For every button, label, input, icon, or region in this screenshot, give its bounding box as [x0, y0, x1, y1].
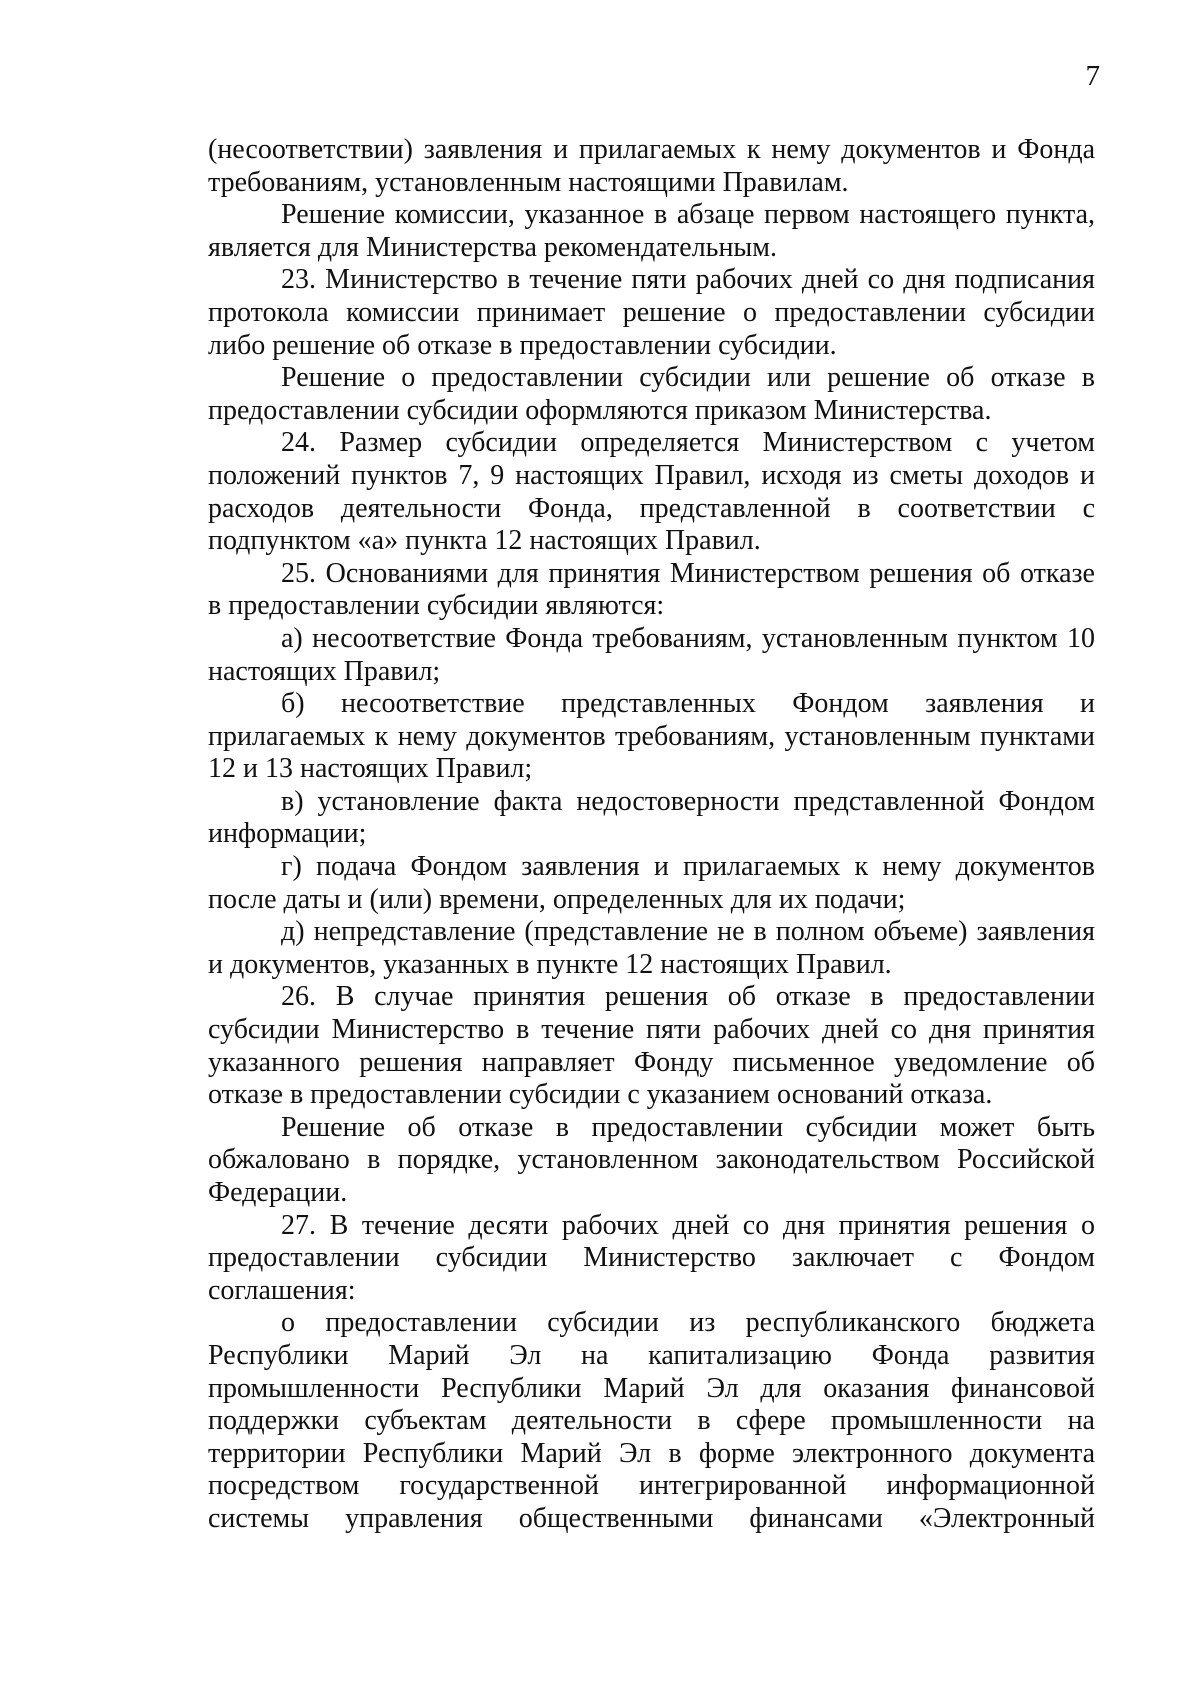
document-body: [208, 134, 1095, 1536]
paragraph-item-23: 23. Министерство в течение пяти рабочих дней со дня подписания протокола комиссии принимает решение о предоставлении субсидии либо решение об отказе в предоставлении субсидии.: [208, 264, 1095, 361]
paragraph-item-27: 27. В течение десяти рабочих дней со дня принятия решения о предоставлении субсидии Министерство заключает с Фондом соглашения:: [208, 1209, 1095, 1306]
paragraph-agreement: о предоставлении субсидии из республиканского бюджета Республики Марий Эл на капитализацию Фонда развития промышленности Республики Марий Эл для оказания финансовой поддержки субъектам деятельности в сфере промышленности на территории Республики Марий Эл в форме электронного документа посредством государственной интегрированной информационной системы управления общественными финансами «Электронный: [208, 1307, 1095, 1534]
paragraph-item-26: 26. В случае принятия решения об отказе в предоставлении субсидии Министерство в течение пяти рабочих дней со дня принятия указанного решения направляет Фонду письменное уведомление об отказе в предоставлении субсидии с указанием оснований отказа.: [208, 981, 1095, 1111]
paragraph-commission-decision: Решение комиссии, указанное в абзаце первом настоящего пункта, является для Министерства рекомендательным.: [208, 199, 1095, 263]
paragraph-subitem-a: а) несоответствие Фонда требованиям, установленным пунктом 10 настоящих Правил;: [208, 622, 1095, 687]
paragraph-subitem-d: д) непредставление (представление не в полном объеме) заявления и документов, указанных в пункте 12 настоящих Правил.: [208, 916, 1095, 980]
paragraph-subitem-b: б) несоответствие представленных Фондом заявления и прилагаемых к нему документов требованиям, установленным пунктами 12 и 13 настоящих Правил;: [208, 688, 1095, 785]
paragraph-continuation: (несоответствии) заявления и прилагаемых к нему документов и Фонда требованиям, установленным настоящими Правилам.: [208, 134, 1095, 198]
paragraph-item-25: 25. Основаниями для принятия Министерством решения об отказе в предоставлении субсидии являются:: [208, 557, 1095, 622]
paragraph-appeal: Решение об отказе в предоставлении субсидии может быть обжаловано в порядке, установленном законодательством Российской Федерации.: [208, 1111, 1095, 1208]
paragraph-decision-order: Решение о предоставлении субсидии или решение об отказе в предоставлении субсидии оформляются приказом Министерства.: [208, 362, 1095, 426]
paragraph-subitem-g: г) подача Фондом заявления и прилагаемых к нему документов после даты и (или) времени, определенных для их подачи;: [208, 851, 1095, 915]
paragraph-item-24: 24. Размер субсидии определяется Министерством с учетом положений пунктов 7, 9 настоящих Правил, исходя из сметы доходов и расходов деятельности Фонда, представленной в соответствии с подпунктом «а» пункта 12 настоящих Правил.: [208, 427, 1095, 557]
paragraph-subitem-v: в) установление факта недостоверности представленной Фондом информации;: [208, 785, 1095, 850]
page-number: 7: [1085, 60, 1100, 92]
